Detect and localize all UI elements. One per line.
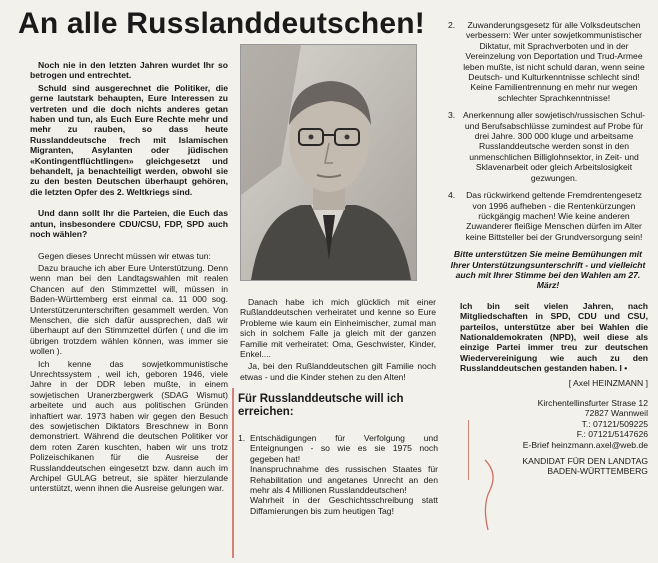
goal-item-1 bbox=[238, 433, 438, 516]
goal-text: Wahrheit in der Geschichtsschreibung statt Diffamierungen bis zum heutigen Tag! bbox=[250, 495, 438, 516]
goal-text: Entschädigungen für Verfolgung und Enteignungen - so wie es sie 1975 noch gegeben hat! bbox=[250, 433, 438, 464]
goal-text: Zuwanderungsgesetz für alle Volksdeutschen verbessern: Wer unter sowjetkommunistischer Diktatur, mit Sprachverboten und in der Vereinzelung von Deportation und Trud-Armee leben mußte, ist nicht schuld daran, wenn seine Deutsch- und Kulturkenntnisse schlecht sind! bbox=[463, 20, 645, 83]
address-line: 72827 Wannweil bbox=[584, 408, 648, 419]
paragraph: Ich kenne das sowjetkommunistische Unrechtssystem , weil ich, geboren 1946, viele Jahre in der DDR leben mußte, in einem sowjetischen Uranerzbergwerk (SDAG Wismut) arbeitete und auch aus politischen Gründen inhaftiert war. 1973 haben wir gegen den Besuch des sowjetischen Diktators Breschnew in Bonn demonstriert. Während die deutschen Politiker vor dem roten Zaren kuschten, haben wir uns trotz Polizeischikanen für die Ausreise der Russlanddeutschen eingesetzt bzw. dann auch im Archipel GULAG betreut, sie später hierzulande unterstützt, wenn ihnen die Ausreise gelungen war. bbox=[30, 358, 228, 494]
column-left bbox=[30, 60, 228, 496]
fax-line: F.: 07121/5147626 bbox=[576, 429, 648, 440]
candidate-line: BADEN-WÜRTTEMBERG bbox=[547, 466, 648, 477]
bold-paragraph: Und dann sollt Ihr die Parteien, die Euch das antun, insbesondere CDU/CSU, FDP, SPD auch noch wählen? bbox=[30, 208, 228, 240]
goal-text: Das rückwirkend geltende Fremdrentengesetz von 1996 aufheben - die Rentenkürzungen rückgängig machen! Wie keine anderen Zuwanderer fleißige Menschen dürfen im Alter keine Bittsteller bei der Grundversorgung sein! bbox=[465, 190, 643, 242]
goal-number: 2. bbox=[448, 20, 456, 30]
address-line: Kirchentellinsfurter Strase 12 bbox=[537, 398, 648, 408]
column-middle bbox=[240, 297, 436, 384]
address-block bbox=[448, 398, 648, 450]
goals-list bbox=[238, 433, 438, 519]
phone-line: T.: 07121/509225 bbox=[581, 418, 648, 429]
goal-number: 3. bbox=[448, 110, 456, 121]
pen-mark-bracket bbox=[468, 420, 469, 480]
portrait-photo bbox=[240, 44, 417, 281]
goal-item-4 bbox=[448, 190, 648, 242]
paragraph: Dazu brauche ich aber Eure Unterstützung. Denn wenn man bei den Landtagswahlen mit realen Chancen auf den Stimmzettel will, müssen in Baden-Württemberg erst einmal ca. 11 000 sog. Unterstützerunterschriften gesammelt werden. Von Menschen, die sich dafür aussprechen, daß wir überhaupt auf den Stimmzettel dürfen ( und die im übrigen trotzdem wählen können, was immer sie wollen ). bbox=[30, 262, 228, 357]
bold-statement: Ich bin seit vielen Jahren, nach Mitgliedschaften in SPD, CDU und CSU, parteilos, unterstütze aber bei Wahlen die Nationaldemokraten (NPD), weil diese als einzige Partei immer treu zur deutschen Wiedervereinigung wie auch zu den Russlanddeutschen gestanden haben. I • bbox=[460, 300, 648, 374]
paragraph: Danach habe ich mich glücklich mit einer Rußlanddeutschen verheiratet und kenne so Eure Probleme wie kaum ein Einheimischer, zumal man sich in solchem Falle ja gleich mit der ganzen Familie mit verheiratet: Oma, Geschwister, Kinder, Enkel.... bbox=[240, 297, 436, 360]
paragraph: Ja, bei den Rußlanddeutschen gilt Familie noch etwas - und die Kinder stehen zu den Alten! bbox=[240, 361, 436, 382]
goal-item-2 bbox=[448, 20, 648, 103]
email-line: E-Brief heinzmann.axel@web.de bbox=[522, 439, 648, 450]
bold-paragraph: Schuld sind ausgerechnet die Politiker, die gerne lautstark behaupten, Eure Interessen zu vertreten und die doch nichts anderes getan haben und tun, als Euch Eure Rechte mehr und mehr zu rauben, so dass heute Russlanddeutsche frech mit Islamischen Migranten, Asylanten oder jüdischen «Kontingentflüchtlingen» gleichgesetzt und behandelt, ja benachteiligt werden, obwohl sie zu den besten Deutschen überhaupt gehören, die letzten Opfer des 2. Weltkriegs sind. bbox=[30, 82, 228, 197]
appeal-text: Bitte unterstützen Sie meine Bemühungen mit Ihrer Unterstützungsunterschrift - und vielleicht auch mit Ihrer Stimme bei den Wahlen am 27. März! bbox=[450, 249, 646, 291]
portrait-illustration bbox=[241, 45, 416, 280]
signature: [ Axel HEINZMANN ] bbox=[568, 377, 648, 388]
paragraph: Gegen dieses Unrecht müssen wir etwas tun: bbox=[38, 250, 211, 261]
goal-number: 4. bbox=[448, 190, 456, 201]
candidate-line: KANDIDAT FÜR DEN LANDTAG bbox=[522, 456, 648, 467]
pen-scribble bbox=[470, 455, 500, 535]
goals-box-title: Für Russlanddeutsche will ich erreichen: bbox=[238, 393, 404, 418]
goal-text: Keine Familientrennung en mehr nur wegen schlechter Sprachkenntnisse! bbox=[470, 82, 638, 103]
bold-paragraph: Noch nie in den letzten Jahren wurdet Ihr so betrogen und entrechtet. bbox=[30, 60, 228, 81]
goal-text: Inanspruchnahme des russischen Staates für Rehabilitation und angetanes Unrecht an den mehr als 4 Millionen Russlanddeutschen! bbox=[250, 464, 438, 496]
pen-mark-rule bbox=[232, 388, 234, 558]
goal-text: Anerkennung aller sowjetisch/russischen Schul- und Berufsabschlüsse zumindest auf Probe für drei Jahre. 300 000 kluge und arbeitsame Russlanddeutsche werden sonst in den unmenschlichen Billiglohnsektor, in Zeit- und Sklavenarbeit oder gleich Arbeitslosigkeit gezwungen. bbox=[463, 110, 645, 183]
intro-bold-block bbox=[30, 60, 228, 240]
goal-number: 1. bbox=[238, 433, 246, 443]
headline: An alle Russlanddeutschen! bbox=[18, 7, 425, 40]
goal-item-3 bbox=[448, 110, 648, 183]
column-right bbox=[448, 20, 648, 477]
